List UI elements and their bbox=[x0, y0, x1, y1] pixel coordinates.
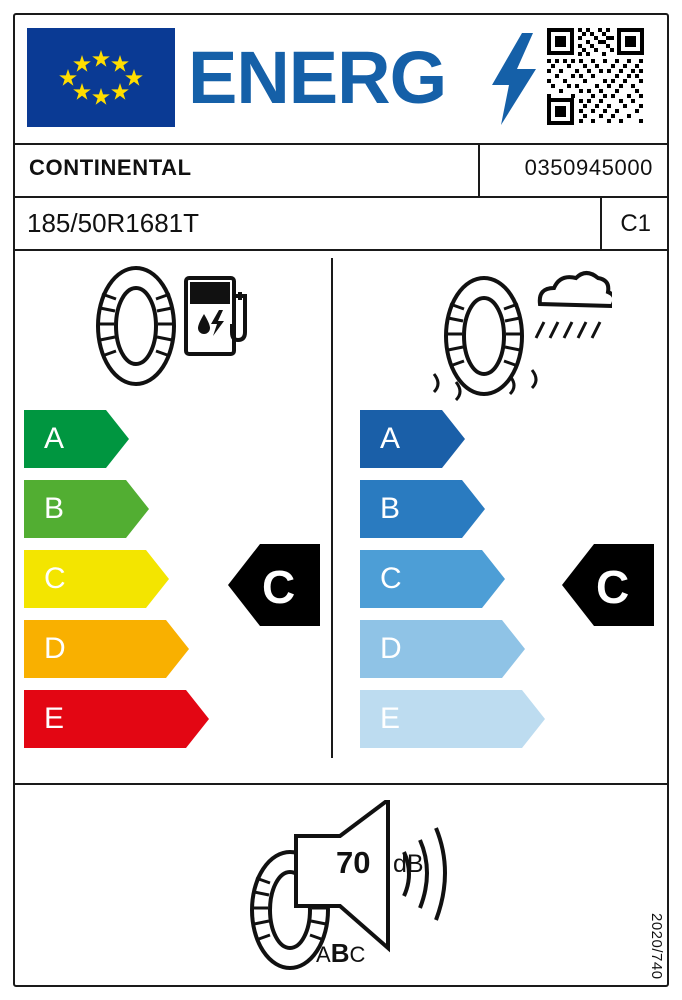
divider-size-vertical bbox=[600, 197, 602, 249]
fuel-bar-a-shape bbox=[24, 410, 129, 468]
noise-value: 70 bbox=[336, 845, 371, 880]
fuel-pump-tyre-icon bbox=[88, 266, 258, 386]
fuel-grade-d-label: D bbox=[44, 632, 66, 665]
wet-grade-e bbox=[360, 690, 402, 748]
fuel-grade-c bbox=[24, 550, 66, 608]
noise-unit: dB bbox=[393, 850, 424, 878]
fuel-grade-scale bbox=[24, 410, 66, 760]
wet-grade-b-label: B bbox=[380, 492, 401, 525]
wet-grade-e-label: E bbox=[380, 702, 401, 735]
divider-1 bbox=[15, 143, 667, 145]
divider-2 bbox=[15, 196, 667, 198]
fuel-grade-a bbox=[24, 410, 66, 468]
eu-flag-icon bbox=[27, 28, 175, 127]
fuel-result-value: C bbox=[262, 561, 296, 613]
wet-result-pointer bbox=[562, 544, 654, 626]
tyre-class: C1 bbox=[620, 210, 651, 237]
fuel-grade-c-label: C bbox=[44, 562, 66, 595]
wet-bar-a-shape bbox=[360, 410, 465, 468]
divider-4 bbox=[15, 783, 667, 785]
qr-code-icon bbox=[545, 26, 646, 127]
regulation-reference: 2020/740 bbox=[648, 913, 665, 980]
wet-grade-b bbox=[360, 480, 402, 538]
divider-panels-vertical bbox=[331, 258, 333, 758]
wet-grade-d bbox=[360, 620, 402, 678]
noise-class-c: C bbox=[349, 942, 366, 967]
fuel-bar-b-shape bbox=[24, 480, 149, 538]
wet-result-value: C bbox=[596, 561, 630, 613]
rain-cloud-tyre-icon bbox=[412, 266, 612, 401]
wet-grade-a-label: A bbox=[380, 422, 401, 455]
divider-brand-vertical bbox=[478, 144, 480, 196]
noise-class-row bbox=[316, 938, 365, 969]
noise-section bbox=[228, 800, 458, 980]
noise-class-a: A bbox=[316, 942, 331, 967]
fuel-grade-a-label: A bbox=[44, 422, 65, 455]
fuel-grade-b bbox=[24, 480, 66, 538]
article-number: 0350945000 bbox=[524, 155, 653, 180]
fuel-grade-e bbox=[24, 690, 66, 748]
divider-3 bbox=[15, 249, 667, 251]
wet-grade-c bbox=[360, 550, 402, 608]
fuel-result-pointer bbox=[228, 544, 320, 626]
tyre-size: 185/50R1681T bbox=[27, 208, 200, 238]
wet-grade-d-label: D bbox=[380, 632, 402, 665]
manufacturer-name: CONTINENTAL bbox=[29, 155, 192, 180]
wet-grade-a bbox=[360, 410, 402, 468]
wet-grade-c-label: C bbox=[380, 562, 402, 595]
fuel-grade-e-label: E bbox=[44, 702, 65, 735]
fuel-grade-d bbox=[24, 620, 66, 678]
wet-bar-b-shape bbox=[360, 480, 485, 538]
lightning-bolt-icon bbox=[492, 33, 536, 125]
page-title: ENERG bbox=[188, 36, 447, 119]
fuel-grade-b-label: B bbox=[44, 492, 65, 525]
wet-grade-scale bbox=[360, 410, 402, 760]
noise-class-b: B bbox=[330, 938, 350, 968]
